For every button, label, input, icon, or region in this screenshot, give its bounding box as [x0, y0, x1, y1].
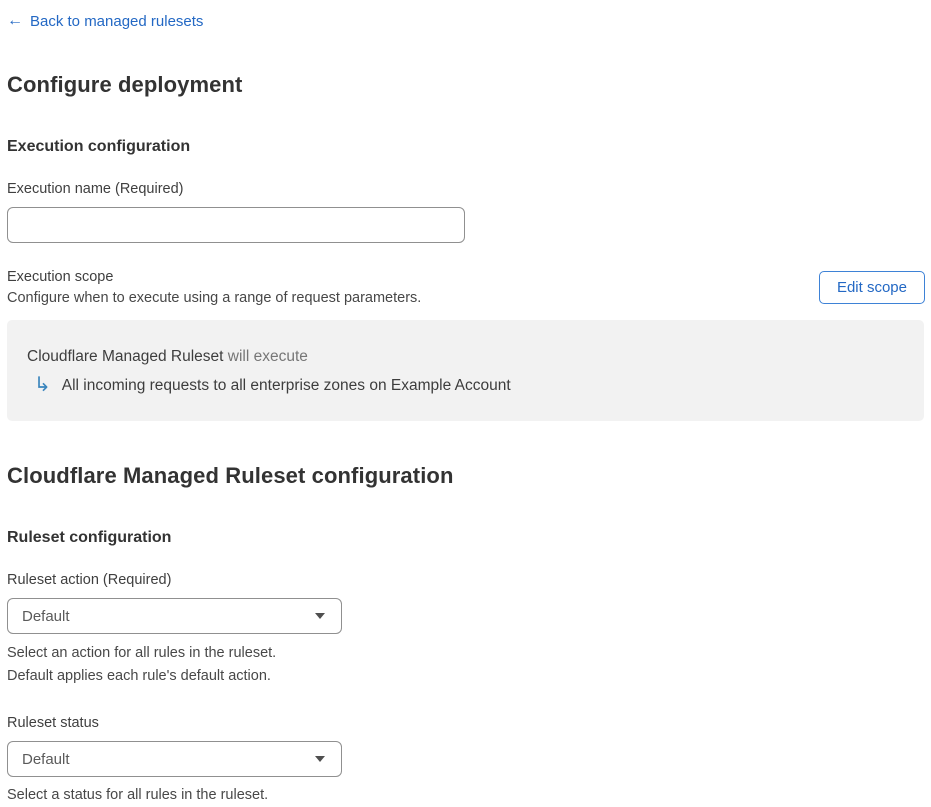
ruleset-action-label: Ruleset action (Required) [7, 572, 172, 588]
ruleset-status-help: Select a status for all rules in the ruleset. [7, 787, 269, 803]
back-link-label: Back to managed rulesets [30, 12, 204, 30]
execution-scope-description: Configure when to execute using a range of request parameters. [7, 290, 422, 306]
execution-name-input[interactable] [7, 207, 465, 243]
ruleset-action-selected-value: Default [22, 607, 70, 625]
ruleset-action-help-line-1: Select an action for all rules in the ruleset. [7, 645, 277, 661]
execution-summary-headline [27, 348, 904, 366]
summary-scope-value: All incoming requests to all enterprise zones on Example Account [61, 377, 511, 394]
execution-summary-scope-line [27, 374, 904, 397]
edit-scope-button[interactable]: Edit scope [819, 271, 925, 304]
summary-ruleset-name: Cloudflare Managed Ruleset [27, 348, 224, 365]
ruleset-status-label: Ruleset status [7, 715, 99, 731]
execution-name-label: Execution name (Required) [7, 181, 184, 197]
ruleset-status-select[interactable] [7, 741, 342, 777]
summary-will-execute-text: will execute [227, 348, 308, 365]
ruleset-action-help [7, 642, 925, 688]
execution-scope-label: Execution scope [7, 269, 114, 285]
chevron-down-icon [315, 756, 325, 762]
execution-scope-text [7, 269, 421, 306]
execution-configuration-heading: Execution configuration [7, 138, 191, 155]
ruleset-configuration-page-title: Cloudflare Managed Ruleset configuration [7, 463, 454, 488]
ruleset-action-help-line-2: Default applies each rule's default action. [7, 668, 271, 684]
execution-scope-row [7, 269, 925, 306]
ruleset-action-select[interactable] [7, 598, 342, 634]
ruleset-status-selected-value: Default [22, 750, 70, 768]
execution-summary-panel [7, 320, 924, 421]
ruleset-configuration-heading: Ruleset configuration [7, 529, 172, 546]
chevron-down-icon [315, 613, 325, 619]
branch-arrow-icon: ↳ [34, 374, 51, 396]
page-title: Configure deployment [7, 72, 243, 97]
back-to-managed-rulesets-link[interactable] [7, 13, 203, 30]
back-arrow-icon: ← [7, 12, 23, 29]
